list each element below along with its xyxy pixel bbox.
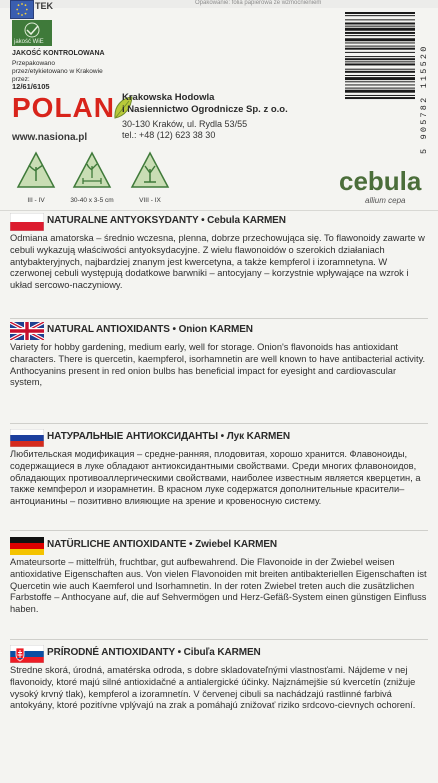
address-line2: tel.: +48 (12) 623 38 30: [122, 130, 216, 140]
product-name: cebula: [339, 166, 422, 196]
badge-label: jakość WiE: [14, 39, 44, 45]
barcode-bar: [345, 81, 415, 82]
section-title: NATURAL ANTIOXIDANTS • Onion KARMEN: [47, 324, 253, 335]
barcode-bar: [345, 63, 415, 65]
quality-title: JAKOŚĆ KONTROLOWANA: [12, 50, 105, 57]
barcode-number: 5 905782 115520: [419, 44, 429, 154]
polan-logo: [12, 92, 132, 130]
section-body: Любительская модификация – средне-ранняя, плодовитая, хорошо хранится. Флавоноиды, содержащиеся в луке обладают антиоксидантными свойствами. Среди многих флавоноидов, обладающих противоаллергическими свойствами, наиболее известным является кверцетин, а также кемпферол и изорамнетин. В красном луке содержатся дополнительные красители– антоцианины – позитивно влияющие на зрение и кровеносную систему.: [10, 449, 421, 507]
barcode-bar: [345, 32, 415, 34]
cert-label: TEK: [35, 1, 53, 11]
address-line1: 30-130 Kraków, ul. Rydla 53/55: [122, 119, 248, 129]
barcode-bar: [345, 42, 415, 43]
barcode-bar: [345, 12, 415, 14]
divider: [10, 423, 428, 424]
barcode-bar: [345, 52, 415, 53]
section-russian: [10, 429, 430, 529]
section-title: PRÍRODNÉ ANTIOXIDANTY • Cibuľa KARMEN: [47, 647, 261, 658]
barcode-bar: [345, 77, 415, 80]
company-address: [122, 119, 247, 141]
company-line1: Krakowska Hodowla: [122, 92, 215, 103]
section-german: [10, 537, 430, 637]
section-title: NATURALNE ANTYOKSYDANTY • Cebula KARMEN: [47, 215, 286, 226]
section-body: Variety for hobby gardening, medium early, well for storage. Onion's flavonoids has antioxidant characters. There is quercetin, kaempferol, isorhamnetin are well known to have antibacterial activity. Anthocyanins present in red onion bulbs has beneficial impact for eyesight and cardiovascular system,: [10, 342, 426, 388]
section-english: [10, 322, 430, 422]
barcode-bar: [345, 90, 415, 93]
lot-number: 12/61/6105: [12, 82, 50, 91]
poland-flag-icon: [10, 213, 44, 231]
barcode-bar: [345, 88, 415, 89]
harvest-icon: [130, 151, 170, 191]
barcode-bar: [345, 23, 415, 25]
barcode-bar: [345, 61, 415, 62]
section-body: Odmiana amatorska – średnio wczesna, plenna, dobrze przechowująca się. To flawonoidy zawarte w cebuli wykazują właściwości antyoksydacyjne. Z wielu flawonoidów o szerokich działaniach antybakteryjnych, najbardziej znanym jest kwercetyna, a także kempferol i izoramnetyna. W czerwonej cebuli występują dodatkowe barwniki – antocyjany – korzystnie wpływające na wzrok i układ sercowo-naczyniowy.: [10, 233, 425, 291]
barcode-bar: [345, 97, 415, 99]
section-body: Amateursorte – mittelfrüh, fruchtbar, gut aufbewahrend. Die Flavonoide in der Zwiebel weisen antioxidative Eigenschaften aus. Von vielen Flavonoiden mit breiten antibakteriellen Eigenschaften ist Quercetin wie auch Kaemferol und Isorhamnetin. In der roten Zwiebel treten auch die zusätzlichen Farbstoffe – Anthocyane auf, die auf Sehvermögen und Herz-Gefäß-System einen günstigen Einfluss haben.: [10, 557, 427, 615]
website-link[interactable]: www.nasiona.pl: [12, 132, 88, 143]
fold-line: [0, 210, 438, 211]
barcode-bars: [345, 10, 415, 138]
barcode-bar: [345, 35, 415, 36]
spacing-icon: [72, 151, 112, 191]
growing-icons: [12, 151, 232, 209]
barcode-bar: [345, 28, 415, 31]
germany-flag-icon: [10, 537, 44, 555]
barcode-bar: [345, 58, 415, 60]
barcode-bar: [345, 69, 415, 70]
barcode: [345, 10, 415, 138]
company-name: [122, 92, 312, 116]
spacing-label: 30-40 x 3-5 cm: [70, 197, 114, 204]
barcode-bar: [345, 95, 415, 96]
product-latin-name: allium cepa: [365, 196, 406, 205]
section-title: НАТУРАЛЬНЫЕ АНТИОКСИДАНТЫ • Лук KARMEN: [47, 431, 290, 442]
sowing-label: III - IV: [27, 197, 45, 204]
barcode-bar: [345, 19, 415, 20]
divider: [10, 639, 428, 640]
quality-badge: [12, 20, 52, 46]
company-line2: i Nasiennictwo Ogrodnicze Sp. z o.o.: [122, 104, 288, 115]
sowing-icon: [16, 151, 56, 191]
uk-flag-icon: [10, 322, 44, 340]
barcode-bar: [345, 46, 415, 47]
slovakia-flag-icon: [10, 645, 44, 663]
section-title: NATÜRLICHE ANTIOXIDANTE • Zwiebel KARMEN: [47, 539, 278, 550]
top-notice: Opakowanie: folia papierowa ze wzmocnieniem: [195, 0, 322, 6]
brand-name: POLAN: [12, 92, 115, 123]
barcode-bar: [345, 26, 415, 27]
harvest-label: VIII - IX: [139, 197, 161, 204]
section-polish: [10, 213, 430, 313]
section-body: Stredne skorá, úrodná, amatérska odroda, s dobre skladovateľnými vlastnosťami. Nájdeme v nej flavonoidy, ktoré majú silné antioxidačné a antialergické účinky. Najznámejšie sú kvercetín (znižuje vysoký krvný tlak), kempferol a izoramnetín. V červenej cibuli sa nachádzajú rastlinné farbivá antokyány, ktoré pozitívne vplývajú na zrak a pomáhajú znižovať riziko srdcovo-cievnych ochorení.: [10, 665, 416, 711]
russia-flag-icon: [10, 429, 44, 447]
divider: [10, 318, 428, 319]
barcode-bar: [345, 38, 415, 41]
barcode-bar: [345, 75, 415, 76]
packed-by-text: Przepakowano przez/etykietowano w Krakowie przez:: [12, 60, 103, 83]
barcode-bar: [345, 48, 415, 50]
eu-flag-icon: [10, 0, 34, 19]
section-slovak: [10, 645, 430, 755]
barcode-bar: [345, 56, 415, 57]
barcode-bar: [345, 84, 415, 85]
barcode-bar: [345, 15, 415, 16]
barcode-bar: [345, 71, 415, 73]
divider: [10, 530, 428, 531]
